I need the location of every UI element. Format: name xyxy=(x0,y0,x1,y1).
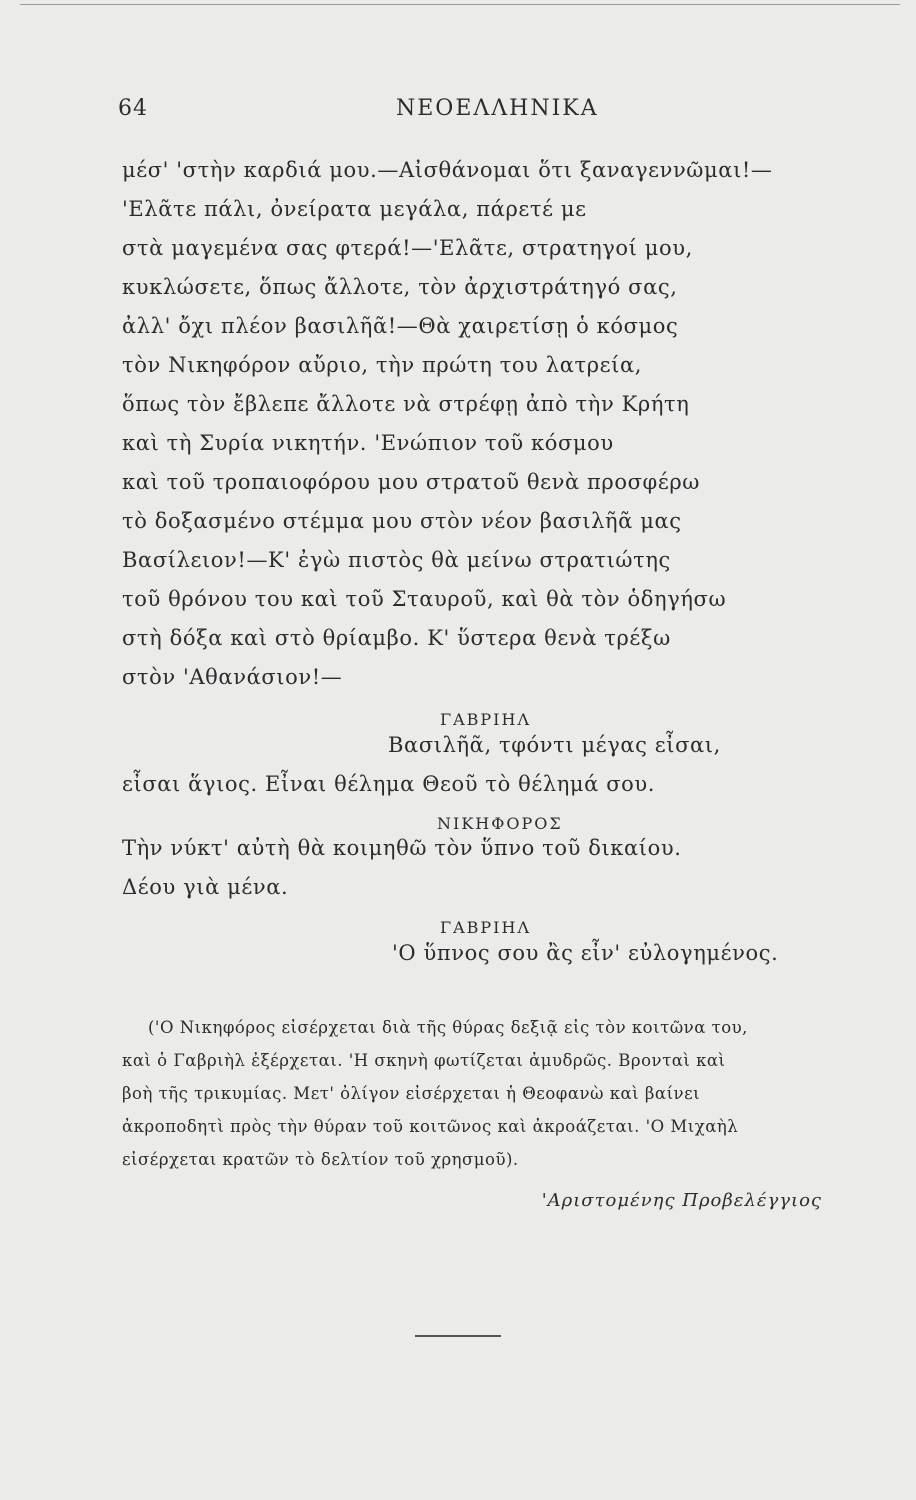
text-line: στὸν 'Αθανάσιον!— xyxy=(122,665,343,689)
speaker-name: ΓΑΒΡΙΗΛ xyxy=(440,918,532,937)
text-line: Βασίλειον!—Κ' ἐγὼ πιστὸς θὰ μείνω στρατιώτης xyxy=(122,548,671,572)
text-line: καὶ τὴ Συρία νικητήν. 'Ενώπιον τοῦ κόσμου xyxy=(122,431,614,455)
speaker-name: ΓΑΒΡΙΗΛ xyxy=(440,710,532,729)
text-line: 'Ο ὕπνος σου ἂς εἶν' εὐλογημένος. xyxy=(392,941,779,965)
text-line: τοῦ θρόνου του καὶ τοῦ Σταυροῦ, καὶ θὰ τὸν ὁδηγήσω xyxy=(122,587,727,611)
direction-line: βοὴ τῆς τρικυμίας. Μετ' ὀλίγον εἰσέρχεται ἡ Θεοφανὼ καὶ βαίνει xyxy=(122,1084,701,1103)
text-line: ἀλλ' ὄχι πλέον βασιλῆᾶ!—Θὰ χαιρετίσῃ ὁ κόσμος xyxy=(122,314,679,338)
text-line: 'Ελᾶτε πάλι, ὀνείρατα μεγάλα, πάρετέ με xyxy=(122,197,587,221)
running-head: ΝΕΟΕΛΛΗΝΙΚΑ xyxy=(396,96,599,121)
text-line: στὴ δόξα καὶ στὸ θρίαμβο. Κ' ὕστερα θενὰ τρέξω xyxy=(122,626,671,650)
text-line: ὅπως τὸν ἔβλεπε ἄλλοτε νὰ στρέφῃ ἀπὸ τὴν Κρήτη xyxy=(122,392,690,416)
top-edge-rule xyxy=(20,4,900,5)
text-line: τὸν Νικηφόρον αὔριο, τὴν πρώτη του λατρεία, xyxy=(122,353,643,377)
text-line: κυκλώσετε, ὅπως ἄλλοτε, τὸν ἀρχιστράτηγό σας, xyxy=(122,275,678,299)
direction-line: ἀκροποδητὶ πρὸς τὴν θύραν τοῦ κοιτῶνος καὶ ἀκροάζεται. 'Ο Μιχαὴλ xyxy=(122,1117,739,1136)
direction-line: καὶ ὁ Γαβριὴλ ἐξέρχεται. 'Η σκηνὴ φωτίζεται ἀμυδρῶς. Βρονταὶ καὶ xyxy=(122,1051,726,1070)
text-line: καὶ τοῦ τροπαιοφόρου μου στρατοῦ θενὰ προσφέρω xyxy=(122,470,700,494)
direction-line: ('Ο Νικηφόρος εἰσέρχεται διὰ τῆς θύρας δεξιᾷ εἰς τὸν κοιτῶνα του, xyxy=(148,1018,748,1037)
text-line: μέσ' 'στὴν καρδιά μου.—Αἰσθάνομαι ὅτι ξαναγεννῶμαι!— xyxy=(122,158,773,182)
page-number: 64 xyxy=(118,96,148,121)
closing-rule xyxy=(415,1335,501,1337)
text-line: στὰ μαγεμένα σας φτερά!—'Ελᾶτε, στρατηγοί μου, xyxy=(122,236,693,260)
text-line: Βασιλῆᾶ, τφόντι μέγας εἶσαι, xyxy=(388,733,721,757)
text-line: Τὴν νύκτ' αὐτὴ θὰ κοιμηθῶ τὸν ὕπνο τοῦ δικαίου. xyxy=(122,836,682,860)
text-line: τὸ δοξασμένο στέμμα μου στὸν νέον βασιλῆᾶ μας xyxy=(122,509,682,533)
text-line: εἶσαι ἅγιος. Εἶναι θέλημα Θεοῦ τὸ θέλημά σου. xyxy=(122,772,656,796)
direction-line: εἰσέρχεται κρατῶν τὸ δελτίον τοῦ χρησμοῦ). xyxy=(122,1150,519,1169)
author-signature: 'Αριστομένης Προβελέγγιος xyxy=(541,1190,822,1211)
speaker-name: ΝΙΚΗΦΟΡΟΣ xyxy=(437,814,563,833)
text-line: Δέου γιὰ μένα. xyxy=(122,875,289,899)
